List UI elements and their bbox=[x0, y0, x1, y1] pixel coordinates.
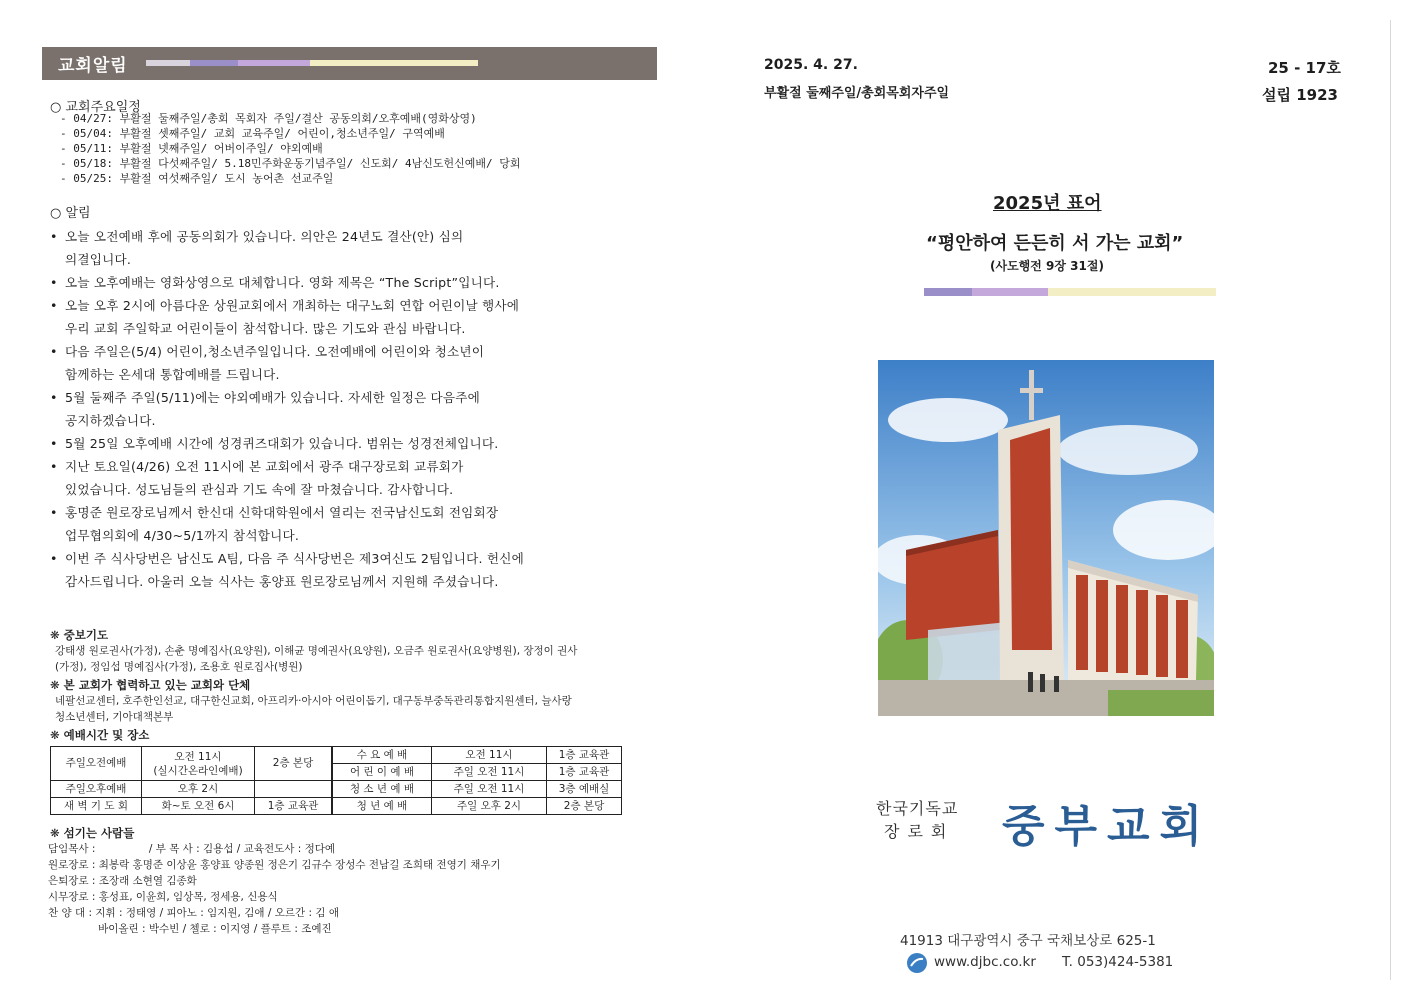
staff-list: 담임목사 : / 부 목 사 : 김용섭 / 교육전도사 : 정다예 원로장로 : 최봉락 홍명준 이상윤 홍양표 양종원 정은기 김규수 장성수 전남길 조희태 전영기 채우기 은퇴장로 : 조장래 소현열 김종화 시무장로 : 홍성표, 이윤희, 임상목, 정세용, 신용식 찬 양 대 : 지휘 : 정태영 / 피아노 : 임지원, 김애 / 오르간 : 김 애 바이올린 : 박수빈 / 첼로 : 이지영 / 플루트 : 조예진 bbox=[48, 843, 501, 935]
table-cell: 3층 예배실 bbox=[547, 781, 622, 798]
table-cell: 1층 교육관 bbox=[547, 764, 622, 781]
established-year: 설립 1923 bbox=[1262, 86, 1338, 104]
page-edge-divider bbox=[1390, 20, 1391, 980]
table-cell bbox=[255, 781, 333, 798]
bullet: • bbox=[50, 436, 58, 451]
notices-heading: ○ 알림 bbox=[50, 206, 91, 221]
table-cell: 주일오전예배 bbox=[51, 747, 142, 781]
schedule-heading: ○ 교회주요일정 bbox=[50, 100, 141, 115]
table-row bbox=[51, 747, 622, 764]
table-cell: 새 벽 기 도 회 bbox=[51, 798, 142, 815]
partners-heading: ❋ 본 교회가 협력하고 있는 교회와 단체 bbox=[50, 678, 251, 692]
table-cell: 청 년 예 배 bbox=[332, 798, 432, 815]
prayer-list: 강태생 원로권사(가정), 손춘 명예집사(요양원), 이해균 명예권사(요양원), 오금주 원로권사(요양병원), 장정이 권사 (가정), 정임섭 명예집사(가정), 조용호 원로집사(병원) bbox=[55, 645, 578, 673]
worship-schedule-table bbox=[50, 746, 622, 815]
church-building-image bbox=[878, 360, 1214, 716]
notice-item: • 오늘 오전예배 후에 공동의회가 있습니다. 의안은 24년도 결산(안) 심의 의결입니다. bbox=[50, 225, 650, 271]
table-row bbox=[51, 781, 622, 798]
schedule-item: - 05/04: 부활절 셋째주일/ 교회 교육주일/ 어린이,청소년주일/ 구역예배 bbox=[60, 127, 445, 140]
table-cell: 1층 교육관 bbox=[547, 747, 622, 764]
table-cell: 주일 오전 11시 bbox=[432, 764, 547, 781]
schedule-list bbox=[60, 111, 520, 186]
table-cell: 2층 본당 bbox=[255, 747, 333, 781]
table-cell: 1층 교육관 bbox=[255, 798, 333, 815]
phone-number: T. 053)424-5381 bbox=[1062, 954, 1174, 970]
schedule-item: - 04/27: 부활절 둘째주일/총회 목회자 주일/결산 공동의회/오후예배(영화상영) bbox=[60, 112, 477, 125]
bullet: • bbox=[50, 344, 58, 359]
notice-item: • 다음 주일은(5/4) 어린이,청소년주일입니다. 오전예배에 어린이와 청소년이 함께하는 온세대 통합예배를 드립니다. bbox=[50, 340, 650, 386]
partners-list: 네팔선교센터, 호주한인선교, 대구한신교회, 아프리카·아시아 어린이돕기, 대구동부중독관리통합지원센터, 늘사랑 청소년센터, 기아대책본부 bbox=[55, 695, 572, 723]
schedule-item: - 05/18: 부활절 다섯째주일/ 5.18민주화운동기념주일/ 신도회/ 4남신도헌신예배/ 당회 bbox=[60, 157, 521, 170]
notice-item: • 지난 토요일(4/26) 오전 11시에 본 교회에서 광주 대구장로회 교류회가 있었습니다. 성도님들의 관심과 기도 속에 잘 마쳤습니다. 감사합니다. bbox=[50, 455, 650, 501]
globe-icon bbox=[907, 953, 927, 973]
website-link[interactable]: www.djbc.co.kr bbox=[934, 954, 1036, 970]
bullet: • bbox=[50, 298, 58, 313]
table-cell: 오전 11시 bbox=[432, 747, 547, 764]
bullet: • bbox=[50, 505, 58, 520]
notice-item: • 홍명준 원로장로님께서 한신대 신학대학원에서 열리는 전국남신도회 전임회장 업무협의회에 4/30~5/1까지 참석합니다. bbox=[50, 501, 650, 547]
table-cell: 주일 오전 11시 bbox=[432, 781, 547, 798]
notice-item: • 오늘 오후 2시에 아름다운 상원교회에서 개최하는 대구노회 연합 어린이날 행사에 우리 교회 주일학교 어린이들이 참석합니다. 많은 기도와 관심 바랍니다. bbox=[50, 294, 650, 340]
table-cell: 어 린 이 예 배 bbox=[332, 764, 432, 781]
bullet: • bbox=[50, 229, 58, 244]
denomination-line-1: 한국기독교 bbox=[876, 799, 959, 818]
bullet: • bbox=[50, 551, 58, 566]
schedule-item: - 05/11: 부활절 넷째주일/ 어버이주일/ 야외예배 bbox=[60, 142, 323, 155]
motto-reference: (사도행전 9장 31절) bbox=[990, 259, 1104, 273]
bullet: • bbox=[50, 275, 58, 290]
bulletin-date: 2025. 4. 27. bbox=[764, 57, 858, 73]
table-cell: 수 요 예 배 bbox=[332, 747, 432, 764]
notice-item: • 5월 25일 오후예배 시간에 성경퀴즈대회가 있습니다. 범위는 성경전체입니다. bbox=[50, 432, 650, 455]
notice-header-title: 교회알림 bbox=[58, 56, 128, 76]
motto-title: 2025년 표어 bbox=[993, 193, 1102, 214]
notice-item: • 이번 주 식사당번은 남신도 A팀, 다음 주 식사당번은 제3여신도 2팀입니다. 헌신에 감사드립니다. 아울러 오늘 식사는 홍양표 원로장로님께서 지원해 주셨습니다. bbox=[50, 547, 650, 593]
table-cell: 오전 11시 (실시간온라인예배) bbox=[142, 747, 255, 781]
table-cell: 주일 오후 2시 bbox=[432, 798, 547, 815]
schedule-item: - 05/25: 부활절 여섯째주일/ 도시 농어촌 선교주일 bbox=[60, 172, 334, 185]
motto-decorative-stripes bbox=[924, 288, 1216, 296]
table-row bbox=[51, 798, 622, 815]
notice-item: • 5월 둘째주 주일(5/11)에는 야외예배가 있습니다. 자세한 일정은 다음주에 공지하겠습니다. bbox=[50, 386, 650, 432]
table-cell: 화~토 오전 6시 bbox=[142, 798, 255, 815]
bullet: • bbox=[50, 390, 58, 405]
church-name: 중부교회 bbox=[1002, 801, 1213, 852]
denomination-line-2: 장로회 bbox=[884, 822, 955, 841]
issue-number: 25 - 17호 bbox=[1268, 59, 1341, 77]
worship-heading: ❋ 예배시간 및 장소 bbox=[50, 728, 150, 742]
bullet: • bbox=[50, 459, 58, 474]
staff-heading: ❋ 섬기는 사람들 bbox=[50, 826, 135, 840]
header-decorative-stripes bbox=[146, 60, 478, 66]
notice-header-bar bbox=[42, 47, 657, 80]
bulletin-week-title: 부활절 둘째주일/총회목회자주일 bbox=[764, 86, 950, 101]
table-cell: 오후 2시 bbox=[142, 781, 255, 798]
table-cell: 청 소 년 예 배 bbox=[332, 781, 432, 798]
church-address: 41913 대구광역시 중구 국채보상로 625-1 bbox=[900, 933, 1156, 949]
notice-list bbox=[50, 225, 650, 593]
table-cell: 주일오후예배 bbox=[51, 781, 142, 798]
notice-item: • 오늘 오후예배는 영화상영으로 대체합니다. 영화 제목은 “The Script”입니다. bbox=[50, 271, 650, 294]
motto-text: “평안하여 든든히 서 가는 교회” bbox=[926, 233, 1184, 254]
prayer-heading: ❋ 중보기도 bbox=[50, 628, 109, 642]
table-cell: 2층 본당 bbox=[547, 798, 622, 815]
